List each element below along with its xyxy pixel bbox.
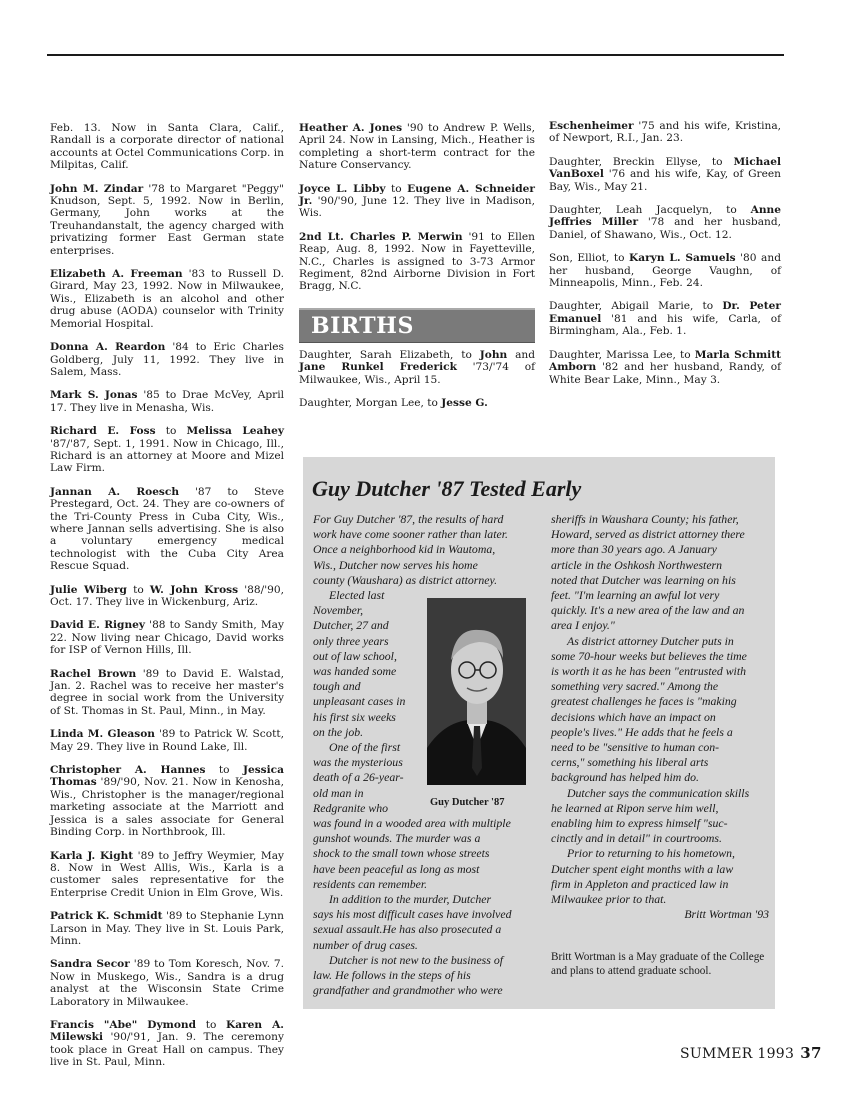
entry-name: Karen A. Milewski bbox=[50, 1018, 284, 1044]
births-column-2 bbox=[299, 349, 535, 421]
sidebar-line: quickly. It's a new area of the law and an bbox=[551, 603, 745, 618]
entry-name: Dr. Peter Emanuel bbox=[549, 300, 781, 325]
sidebar-line: enabling him to express himself "suc- bbox=[551, 816, 728, 831]
entry-name: Jane Runkel Frederick bbox=[299, 361, 457, 374]
sidebar-line: grandfather and grandmother who were bbox=[313, 983, 503, 998]
sidebar-line: shock to the small town whose streets bbox=[313, 846, 490, 861]
wedding-entry bbox=[50, 268, 284, 330]
entry-name: Elizabeth A. Freeman bbox=[50, 268, 183, 281]
sidebar-line: cerns," something his liberal arts bbox=[551, 755, 709, 770]
entry-text: '83 to Russell D. Girard, May 23, 1992. Now in Milwaukee, Wis., Elizabeth is an alcohol and other drug abuse (AODA) counselor with Trinity Memorial Hospital. bbox=[50, 268, 285, 330]
sidebar-byline: Britt Wortman '93 bbox=[684, 907, 769, 922]
entry-prefix: Daughter, Leah Jacquelyn, to bbox=[549, 204, 751, 217]
sidebar-line: county (Waushara) as district attorney. bbox=[313, 572, 498, 587]
announcements-column-2 bbox=[299, 122, 535, 304]
wedding-entry bbox=[50, 910, 284, 947]
portrait-photo bbox=[427, 598, 526, 785]
top-rule bbox=[47, 54, 784, 56]
entry-text: and bbox=[507, 349, 535, 361]
sidebar-line: work have come sooner rather than later. bbox=[313, 527, 508, 542]
sidebar-line: he learned at Ripon serve him well, bbox=[551, 800, 719, 815]
entry-name: Linda M. Gleason bbox=[50, 728, 155, 741]
entry-text: '80 and her husband, George Vaughn, of Minneapolis, Minn., Feb. 24. bbox=[549, 252, 781, 290]
sidebar-line: Dutcher says the communication skills bbox=[567, 785, 750, 800]
announcements-column-1 bbox=[50, 122, 284, 1080]
births-heading: BIRTHS bbox=[311, 313, 414, 339]
entry-text: to bbox=[385, 182, 408, 195]
sidebar-line: feet. "I'm learning an awful lot very bbox=[551, 588, 720, 603]
wedding-entry bbox=[50, 1019, 284, 1069]
entry-name: John bbox=[479, 349, 508, 361]
wedding-entry bbox=[299, 122, 535, 172]
sidebar-line: out of law school, bbox=[313, 648, 397, 663]
entry-text: '85 to Drae McVey, April 17. They live in Menasha, Wis. bbox=[50, 389, 284, 414]
wedding-entry bbox=[50, 183, 284, 257]
sidebar-line: Once a neighborhood kid in Wautoma, bbox=[313, 542, 496, 557]
entry-name: Donna A. Reardon bbox=[50, 341, 166, 354]
sidebar-line: his first six weeks bbox=[313, 709, 396, 724]
entry-text: '88 to Sandy Smith, May 22. Now living near Chicago, David works for ISP of Vernon Hills, Ill. bbox=[50, 619, 284, 657]
sidebar-line: was the mysterious bbox=[313, 755, 403, 770]
sidebar-line: November, bbox=[313, 603, 364, 618]
entry-text: '91 to Ellen Reap, Aug. 8, 1992. Now in Fayetteville, N.C., Charles is assigned to 3-73 Armor Regiment, 82nd Airborne Division in Fort Bragg, N.C. bbox=[299, 230, 535, 293]
entry-prefix: Daughter, Breckin Ellyse, to bbox=[549, 155, 734, 168]
entry-name: Karla J. Kight bbox=[50, 849, 134, 862]
entry-name: Eschenheimer bbox=[549, 120, 634, 132]
wedding-entry bbox=[50, 958, 284, 1008]
entry-text: Feb. 13. Now in Santa Clara, Calif., Randall is a corporate director of national accounts at Octel Communications Corp. in Milpitas, Calif. bbox=[50, 122, 284, 172]
sidebar-line: law. He follows in the steps of his bbox=[313, 968, 471, 983]
portrait-illustration bbox=[427, 598, 526, 785]
wedding-entry bbox=[299, 183, 535, 220]
entry-text: to bbox=[196, 1018, 226, 1031]
entry-text: '82 and her husband, Randy, of White Bear Lake, Minn., May 3. bbox=[549, 361, 781, 386]
entry-text: '89 to Tom Koresch, Nov. 7. Now in Muskego, Wis., Sandra is a drug analyst at the Wisconsin State Crime Laboratory in Milwaukee. bbox=[50, 958, 285, 1008]
entry-text: '90/'90, June 12. They live in Madison, Wis. bbox=[299, 195, 535, 220]
entry-text: '78 and her husband, Daniel, of Shawano, Wis., Oct. 12. bbox=[549, 216, 781, 241]
entry-text: '78 to Margaret "Peggy" Knudson, Sept. 5, 1992. Now in Berlin, Germany, John works at the Treuhandanstalt, the agency charged with privatizing former East German state enterprises. bbox=[50, 182, 284, 257]
entry-name: 2nd Lt. Charles P. Merwin bbox=[299, 230, 463, 243]
entry-prefix: Son, Elliot, to bbox=[549, 252, 630, 265]
sidebar-line: is worth it as he has been "entrusted with bbox=[551, 664, 747, 679]
wedding-entry bbox=[50, 389, 284, 414]
entry-text: '89 to Stephanie Lynn Larson in May. They live in St. Louis Park, Minn. bbox=[50, 910, 284, 947]
birth-entry bbox=[549, 252, 781, 289]
footer-issue: SUMMER 1993 bbox=[680, 1046, 795, 1062]
sidebar-line: sheriffs in Waushara County; his father, bbox=[551, 512, 739, 526]
entry-text: '89 to David E. Walstad, Jan. 2. Rachel was to receive her master's degree in social work from the University of St. Thomas in St. Paul, Minn., in May. bbox=[50, 667, 284, 717]
sidebar-line: death of a 26-year- bbox=[313, 770, 404, 785]
entry-text: '90 to Andrew P. Wells, April 24. Now in Lansing, Mich., Heather is completing a short-term contract for the Nature Conservancy. bbox=[299, 122, 535, 172]
births-column-3 bbox=[549, 120, 781, 397]
wedding-entry bbox=[50, 764, 284, 838]
sidebar-line: Dutcher, 27 and bbox=[313, 618, 389, 633]
sidebar-line: Dutcher is not new to the business of bbox=[329, 952, 503, 967]
sidebar-line: have been peaceful as long as most bbox=[313, 861, 480, 876]
entry-text: '88/'90, Oct. 17. They live in Wickenburg, Ariz. bbox=[50, 583, 284, 608]
birth-entry bbox=[549, 300, 781, 337]
entry-prefix: Daughter, Abigail Marie, to bbox=[549, 300, 723, 313]
entry-text: '81 and his wife, Carla, of Birmingham, Ala., Feb. 1. bbox=[549, 312, 781, 338]
sidebar-column-2 bbox=[551, 512, 769, 978]
entry-text: to bbox=[126, 583, 150, 596]
entry-text: '89 to Patrick W. Scott, May 29. They live in Round Lake, Ill. bbox=[50, 728, 284, 753]
birth-entry bbox=[549, 156, 781, 193]
entry-name: Eugene A. Schneider Jr. bbox=[299, 182, 535, 208]
entry-name: Marla Schmitt Amborn bbox=[549, 348, 781, 374]
sidebar-line: One of the first bbox=[329, 740, 401, 755]
entry-text: '75 and his wife, Kristina, of Newport, R.I., Jan. 23. bbox=[549, 120, 781, 145]
birth-entry bbox=[549, 120, 781, 145]
entry-name: Rachel Brown bbox=[50, 667, 137, 680]
entry-name: Jessica Thomas bbox=[50, 764, 284, 789]
footer-page-number: 37 bbox=[800, 1044, 822, 1062]
sidebar-line: unpleasant cases in bbox=[313, 694, 406, 709]
sidebar-line: background has helped him do. bbox=[551, 770, 699, 785]
wedding-entry bbox=[50, 668, 284, 718]
page-footer bbox=[680, 1044, 822, 1062]
entry-text: '76 and his wife, Kay, of Green Bay, Wis., May 21. bbox=[549, 168, 781, 193]
sidebar-line: Redgranite who bbox=[313, 800, 389, 815]
entry-prefix: Daughter, Sarah Elizabeth, to bbox=[299, 349, 480, 361]
wedding-entry bbox=[50, 341, 284, 378]
sidebar-line: As district attorney Dutcher puts in bbox=[567, 633, 734, 648]
sidebar-line: Elected last bbox=[329, 588, 385, 603]
entry-name: Michael VanBoxel bbox=[549, 155, 781, 181]
entry-text: to bbox=[155, 425, 187, 438]
entry-text: '89/'90, Nov. 21. Now in Kenosha, Wis., Christopher is the manager/regional marketing associate at the Marriott and Jessica is a sales associate for General Binding Corp. in Northbrook, Ill. bbox=[50, 776, 284, 839]
sidebar-line: In addition to the murder, Dutcher bbox=[329, 892, 492, 907]
sidebar-line: Howard, served as district attorney there bbox=[551, 527, 745, 542]
sidebar-line: cinctly and in detail" in courtrooms. bbox=[551, 831, 722, 846]
sidebar-line: says his most difficult cases have involved bbox=[313, 907, 512, 922]
entry-text: '89 to Jeffry Weymier, May 8. Now in West Allis, Wis., Karla is a customer sales representative for the Enterprise Credit Union in Elm Grove, Wis. bbox=[50, 849, 285, 899]
entry-text: '84 to Eric Charles Goldberg, July 11, 1992. They live in Salem, Mass. bbox=[50, 341, 284, 378]
entry-name: Mark S. Jonas bbox=[50, 389, 138, 402]
sidebar-line: on the job. bbox=[313, 724, 364, 739]
entry-name: W. John Kross bbox=[149, 583, 239, 596]
entry-text: '87/'87, Sept. 1, 1991. Now in Chicago, Ill., Richard is an attorney at Moore and Mizel Law Firm. bbox=[50, 437, 284, 475]
sidebar-title: Guy Dutcher '87 Tested Early bbox=[312, 476, 582, 501]
sidebar-line: sexual assault.He has also prosecuted a bbox=[313, 922, 502, 937]
sidebar-line: decisions which have an impact on bbox=[551, 709, 716, 724]
sidebar-line: gunshot wounds. The murder was a bbox=[313, 831, 481, 846]
wedding-entry bbox=[299, 231, 535, 293]
sidebar-line: only three years bbox=[313, 633, 389, 648]
sidebar-line: old man in bbox=[313, 785, 364, 800]
entry-prefix: Daughter, Marissa Lee, to bbox=[549, 348, 695, 361]
sidebar-line: number of drug cases. bbox=[313, 937, 418, 952]
entry-name: Francis "Abe" Dymond bbox=[50, 1018, 197, 1031]
birth-entry bbox=[299, 349, 535, 386]
sidebar-line: greatest challenges he faces is "making bbox=[551, 694, 737, 709]
birth-entry bbox=[549, 204, 781, 241]
sidebar-line: people's lives." He adds that he feels a bbox=[551, 724, 733, 739]
birth-entry bbox=[299, 397, 535, 409]
sidebar-line: For Guy Dutcher '87, the results of hard bbox=[313, 512, 504, 526]
wedding-entry bbox=[50, 728, 284, 753]
entry-name: Christopher A. Hannes bbox=[50, 764, 206, 777]
sidebar-line: was handed some bbox=[313, 664, 397, 679]
wedding-entry bbox=[50, 486, 284, 573]
wedding-entry bbox=[50, 619, 284, 656]
sidebar-line: residents can remember. bbox=[313, 876, 428, 891]
entry-name: Richard E. Foss bbox=[50, 425, 156, 438]
entry-name: David E. Rigney bbox=[50, 619, 146, 632]
entry-name: Sandra Secor bbox=[50, 958, 130, 971]
sidebar-line: article in the Oshkosh Northwestern bbox=[551, 557, 723, 572]
entry-name: Jesse G. bbox=[441, 397, 488, 410]
entry-text: '73/'74 of Milwaukee, Wis., April 15. bbox=[299, 361, 535, 386]
entry-name: Anne Jeffries Miller bbox=[549, 204, 781, 229]
author-bio: Britt Wortman is a May graduate of the College and plans to attend graduate school. bbox=[551, 951, 765, 978]
birth-entry bbox=[549, 349, 781, 386]
wedding-entry bbox=[50, 850, 284, 900]
sidebar-line: was found in a wooded area with multiple bbox=[313, 816, 511, 831]
sidebar-line: Dutcher spent eight months with a law bbox=[551, 861, 734, 876]
entry-name: Patrick K. Schmidt bbox=[50, 910, 163, 923]
wedding-entry bbox=[50, 122, 284, 172]
sidebar-line: noted that Dutcher was learning on his bbox=[551, 572, 736, 587]
sidebar-line: something very sacred." Among the bbox=[551, 679, 719, 694]
entry-text: '87 to Steve Prestegard, Oct. 24. They are co-owners of the Tri-County Press in Cuba City, Wis., where Jannan sells advertising. She is also a voluntary emergency medical technologist with the Cuba City Area Rescue Squad. bbox=[50, 485, 284, 573]
sidebar-line: Milwaukee prior to that. bbox=[551, 892, 667, 907]
entry-name: Joyce L. Libby bbox=[299, 182, 386, 195]
sidebar-line: some 70-hour weeks but believes the time bbox=[551, 648, 747, 663]
entry-prefix: Daughter, Morgan Lee, to bbox=[299, 397, 442, 410]
sidebar-line: Prior to returning to his hometown, bbox=[567, 846, 736, 861]
entry-name: Julie Wiberg bbox=[50, 583, 127, 596]
entry-name: Melissa Leahey bbox=[186, 425, 284, 438]
sidebar-line: more than 30 years ago. A January bbox=[551, 542, 717, 557]
entry-name: Heather A. Jones bbox=[299, 122, 403, 134]
entry-name: Karyn L. Samuels bbox=[629, 252, 736, 265]
sidebar-line: Wis., Dutcher now serves his home bbox=[313, 557, 478, 572]
wedding-entry bbox=[50, 584, 284, 609]
photo-caption: Guy Dutcher '87 bbox=[430, 797, 505, 808]
sidebar-line: need to be "sensitive to human con- bbox=[551, 740, 720, 755]
sidebar-line: area I enjoy." bbox=[551, 618, 615, 633]
births-heading-bar bbox=[299, 308, 535, 343]
sidebar-line: tough and bbox=[313, 679, 361, 694]
entry-text: to bbox=[205, 764, 243, 777]
wedding-entry bbox=[50, 425, 284, 475]
entry-name: John M. Zindar bbox=[50, 182, 144, 195]
entry-text: '90/'91, Jan. 9. The ceremony took place in Great Hall on campus. They live in St. Paul, Minn. bbox=[50, 1031, 284, 1069]
sidebar-line: firm in Appleton and practiced law in bbox=[551, 876, 729, 891]
entry-name: Jannan A. Roesch bbox=[50, 485, 180, 498]
